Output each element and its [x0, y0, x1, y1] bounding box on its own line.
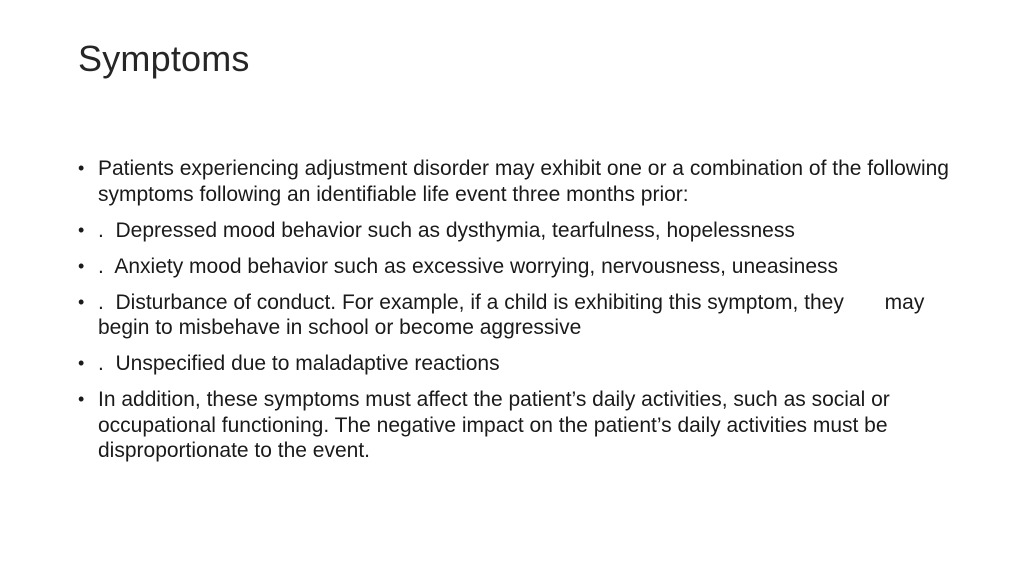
- list-item: [78, 351, 958, 377]
- bullet-text: . Disturbance of conduct. For example, if a child is exhibiting this symptom, they may begin to misbehave in school or become aggressive: [98, 290, 931, 339]
- list-item: [78, 218, 958, 244]
- bullet-marker: •: [78, 158, 85, 178]
- bullet-marker: •: [78, 291, 85, 312]
- list-item: [78, 290, 958, 341]
- bullet-list: [78, 156, 958, 474]
- bullet-text: In addition, these symptoms must affect the patient’s daily activities, such as social or occupational functioning. The negative impact on the patient’s daily activities must be disproportionate to the event.: [98, 388, 896, 462]
- list-item: [78, 254, 958, 280]
- bullet-marker: •: [78, 219, 85, 240]
- bullet-text: . Anxiety mood behavior such as excessive worrying, nervousness, uneasiness: [98, 254, 839, 278]
- bullet-marker: •: [78, 353, 85, 373]
- slide-title: Symptoms: [78, 38, 250, 79]
- bullet-text: . Unspecified due to maladaptive reactions: [98, 352, 500, 375]
- list-item: [78, 387, 958, 464]
- bullet-marker: •: [78, 389, 85, 409]
- bullet-text: Patients experiencing adjustment disorder may exhibit one or a combination of the following symptoms following an identifiable life event three months prior:: [98, 157, 955, 206]
- list-item: [78, 156, 958, 207]
- bullet-text: . Depressed mood behavior such as dysthymia, tearfulness, hopelessness: [98, 218, 795, 242]
- bullet-marker: •: [78, 255, 85, 276]
